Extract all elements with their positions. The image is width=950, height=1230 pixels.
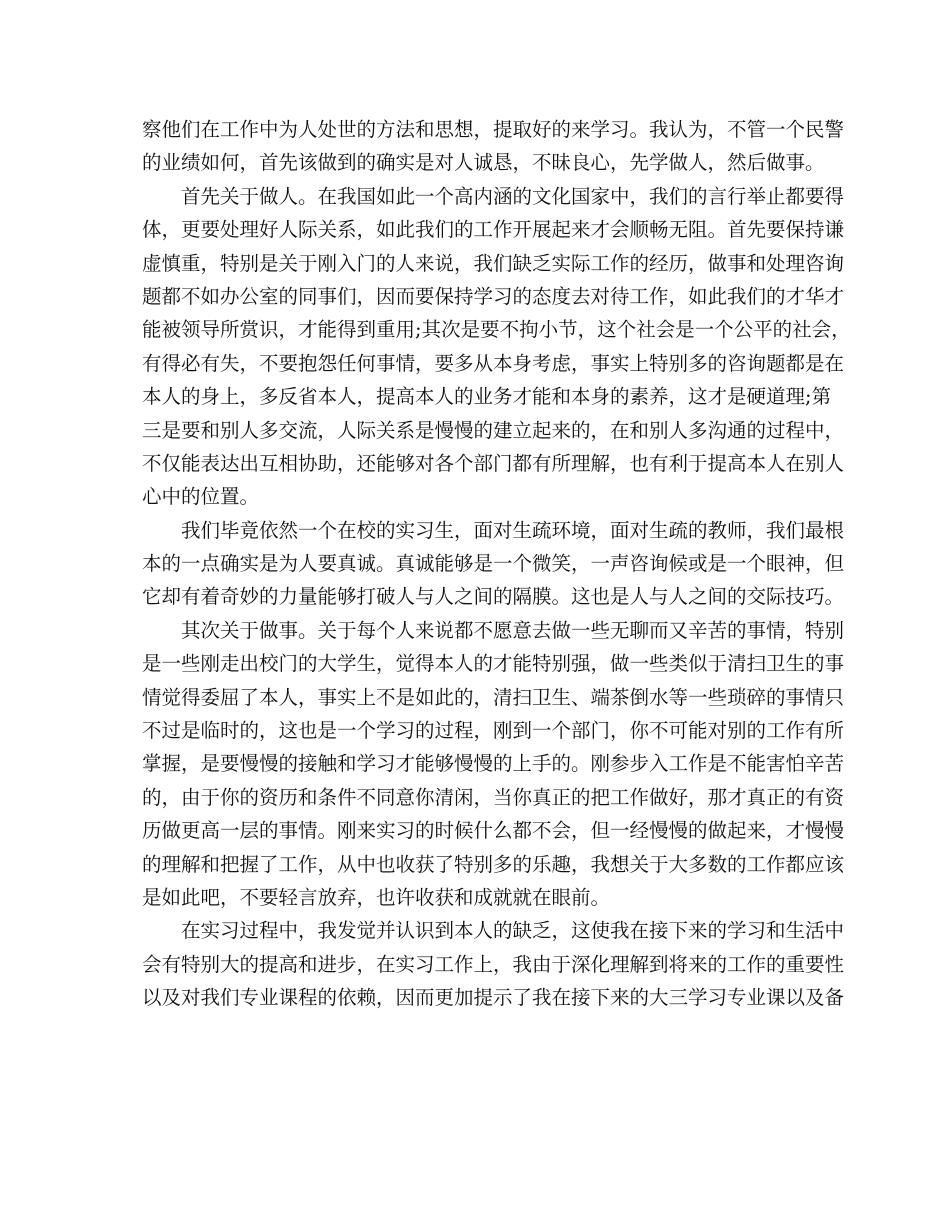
paragraph-line: 历做更高一层的事情。刚来实习的时候什么都不会，但一经慢慢的做起来，才慢慢: [142, 819, 845, 843]
paragraph-line: 掌握，是要慢慢的接触和学习才能够慢慢的上手的。刚参步入工作是不能害怕辛苦: [142, 752, 845, 776]
paragraph-line: 的理解和把握了工作，从中也收获了特别多的乐趣，我想关于大多数的工作都应该: [142, 852, 845, 876]
paragraph-line: 情觉得委屈了本人，事实上不是如此的，清扫卫生、端茶倒水等一些琐碎的事情只: [142, 685, 845, 709]
paragraph-line: 题都不如办公室的同事们，因而要保持学习的态度去对待工作，如此我们的才华才: [142, 284, 845, 308]
paragraph-first-line: 在实习过程中，我发觉并认识到本人的缺乏，这使我在接下来的学习和生活中: [181, 919, 845, 943]
paragraph-line: 心中的位置。: [142, 485, 260, 509]
paragraph-line: 是如此吧，不要轻言放弃，也许收获和成就就在眼前。: [142, 885, 611, 909]
paragraph-line: 能被领导所赏识，才能得到重用;其次是要不拘小节，这个社会是一个公平的社会，: [142, 318, 851, 342]
paragraph-line: 的业绩如何，首先该做到的确实是对人诚恳，不昧良心，先学做人，然后做事。: [142, 151, 825, 175]
document-body: [142, 113, 851, 1015]
paragraph-line: 有得必有失，不要抱怨任何事情，要多从本身考虑，事实上特别多的咨询题都是在: [142, 351, 845, 375]
paragraph-line: 虚慎重，特别是关于刚入门的人来说，我们缺乏实际工作的经历，做事和处理咨询: [142, 251, 845, 275]
paragraph-line: 会有特别大的提高和进步，在实习工作上，我由于深化理解到将来的工作的重要性: [142, 952, 845, 976]
paragraph-first-line: 首先关于做人。在我国如此一个高内涵的文化国家中，我们的言行举止都要得: [181, 184, 845, 208]
paragraph-line: 本人的身上，多反省本人，提高本人的业务才能和本身的素养，这才是硬道理;第: [142, 385, 832, 409]
paragraph-line: 三是要和别人多交流，人际关系是慢慢的建立起来的，在和别人多沟通的过程中，: [142, 418, 845, 442]
paragraph-line: 本的一点确实是为人要真诚。真诚能够是一个微笑，一声咨询候或是一个眼神，但: [142, 552, 845, 576]
paragraph-line: 的，由于你的资历和条件不同意你清闲，当你真正的把工作做好，那才真正的有资: [142, 785, 845, 809]
paragraph-line: 不过是临时的，这也是一个学习的过程，刚到一个部门，你不可能对别的工作有所: [142, 719, 845, 743]
paragraph-line: 它却有着奇妙的力量能够打破人与人之间的隔膜。这也是人与人之间的交际技巧。: [142, 585, 845, 609]
paragraph-line: 不仅能表达出互相协助，还能够对各个部门都有所理解，也有利于提高本人在别人: [142, 451, 845, 475]
paragraph-line: 体，更要处理好人际关系，如此我们的工作开展起来才会顺畅无阻。首先要保持谦: [142, 218, 845, 242]
paragraph-first-line: 其次关于做事。关于每个人来说都不愿意去做一些无聊而又辛苦的事情，特别: [181, 618, 845, 642]
paragraph-first-line: 我们毕竟依然一个在校的实习生，面对生疏环境，面对生疏的教师，我们最根: [181, 518, 845, 542]
paragraph-line: 是一些刚走出校门的大学生，觉得本人的才能特别强，做一些类似于清扫卫生的事: [142, 652, 845, 676]
paragraph-line: 以及对我们专业课程的依赖，因而更加提示了我在接下来的大三学习专业课以及备: [142, 986, 845, 1010]
paragraph-line: 察他们在工作中为人处世的方法和思想，提取好的来学习。我认为，不管一个民警: [142, 118, 845, 141]
